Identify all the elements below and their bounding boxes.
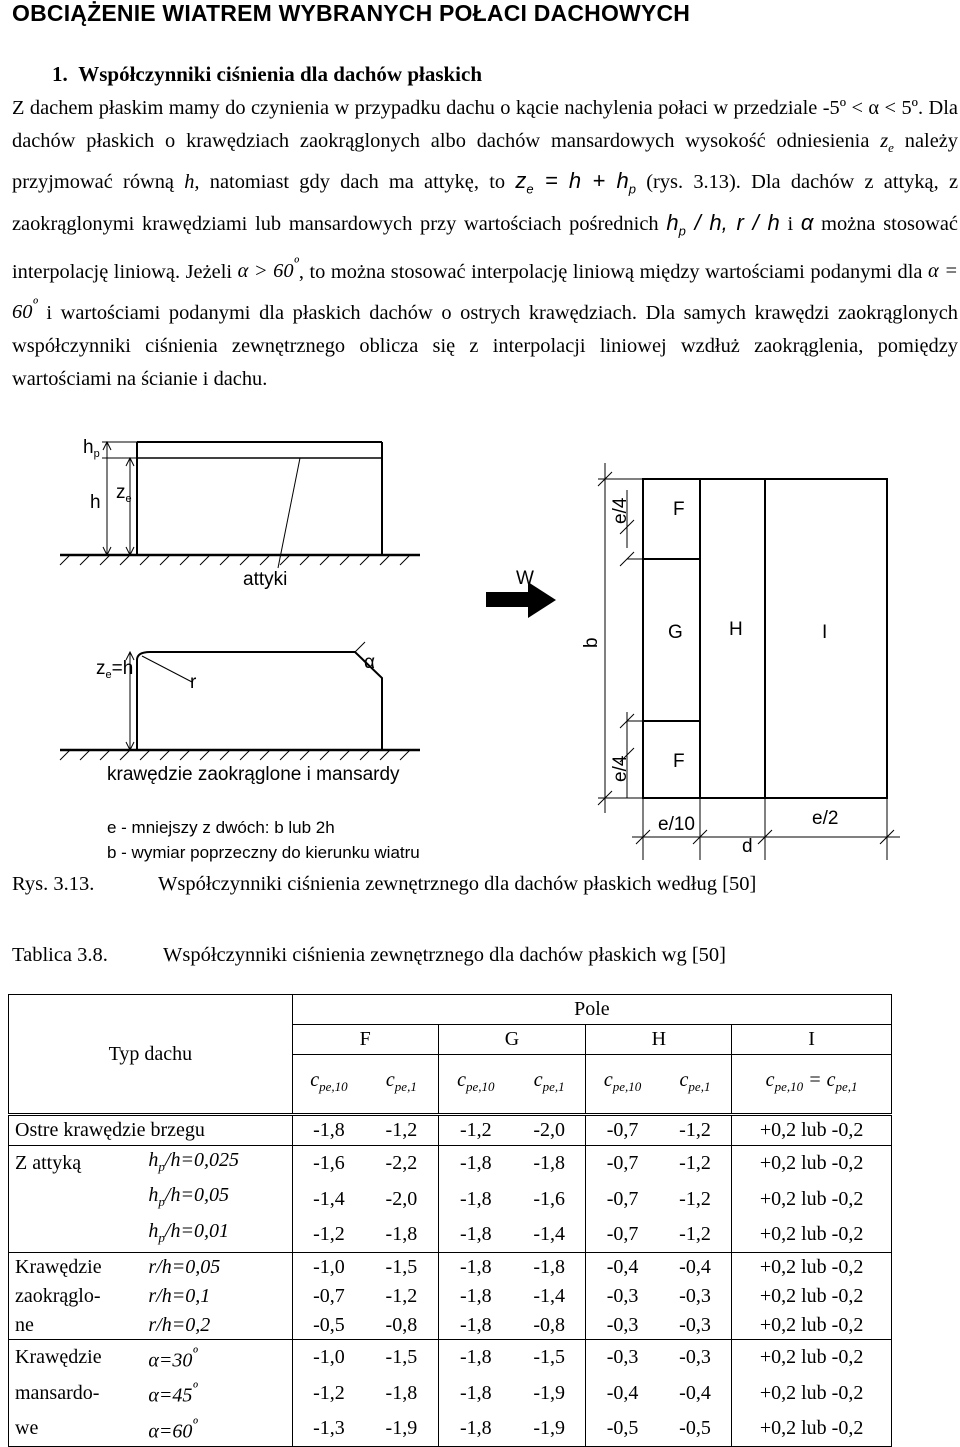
label-e2: e/2 bbox=[812, 808, 839, 829]
label-wind: W bbox=[516, 568, 534, 589]
cell-value: -1,9 bbox=[365, 1411, 438, 1447]
row-group-label bbox=[9, 1181, 145, 1217]
roof-plan bbox=[598, 463, 900, 860]
cell-value: -1,4 bbox=[292, 1181, 365, 1217]
row-group-label: ne bbox=[9, 1311, 145, 1340]
cell-value: -1,8 bbox=[438, 1375, 513, 1410]
cell-value: -1,8 bbox=[292, 1115, 365, 1146]
cell-value: -0,7 bbox=[586, 1145, 659, 1181]
paragraph-text: i bbox=[779, 213, 801, 236]
row-parameter-label: r/h=0,05 bbox=[148, 1256, 221, 1279]
table-row bbox=[9, 1145, 892, 1181]
label-h: h bbox=[90, 492, 101, 513]
row-group-label: Krawędzie bbox=[9, 1253, 145, 1282]
section-heading bbox=[52, 62, 482, 87]
header-zone-I: I bbox=[732, 1025, 892, 1055]
cell-value: +0,2 lub -0,2 bbox=[732, 1282, 892, 1311]
row-parameter-label: $\alpha=60^º$ bbox=[144, 1411, 292, 1447]
paragraph-text: należy przyjmować równą bbox=[12, 130, 958, 194]
header-zone-H: H bbox=[586, 1025, 732, 1055]
row-group-label bbox=[9, 1217, 145, 1253]
cell-value: +0,2 lub -0,2 bbox=[732, 1411, 892, 1447]
cell-value: -0,7 bbox=[292, 1282, 365, 1311]
cell-value: -0,4 bbox=[586, 1253, 659, 1282]
cell-value: -1,8 bbox=[438, 1145, 513, 1181]
figure-caption-label: Rys. 3.13. bbox=[12, 873, 95, 895]
cell-value: -0,4 bbox=[586, 1375, 659, 1410]
label-ze-h: $z_e=h$ bbox=[96, 658, 134, 681]
paragraph-text: (rys. 3.13). Dla dachów z attyką, z zaokrąglonymi krawędziami lub mansardowych przy wartościach pośrednich bbox=[12, 171, 959, 236]
paragraph-text: Z dachem płaskim mamy do czynienia w przypadku dachu o kącie nachylenia połaci w przedziale -5º < α < 5º. Dla dachów płaskich o krawędziach zaokrąglonych albo dachów mansardowych wysokość odniesienia bbox=[12, 97, 958, 153]
label-e4-bottom: e/4 bbox=[610, 755, 631, 782]
row-type-label: Ostre krawędzie brzegu bbox=[9, 1115, 293, 1146]
symbol-ze: $z_e$ bbox=[880, 130, 894, 156]
cell-value: -1,3 bbox=[292, 1411, 365, 1447]
cell-value: -1,9 bbox=[533, 1381, 566, 1404]
row-group-label: we bbox=[9, 1411, 145, 1447]
figure-caption-text: Współczynniki ciśnienia zewnętrznego dla dachów płaskich według [50] bbox=[158, 873, 757, 895]
cell-value: -1,8 bbox=[533, 1152, 566, 1175]
cell-value: -1,8 bbox=[438, 1282, 513, 1311]
cell-value: -1,8 bbox=[438, 1340, 513, 1376]
cell-value: +0,2 lub -0,2 bbox=[732, 1375, 892, 1410]
cell-value: +0,2 lub -0,2 bbox=[732, 1181, 892, 1217]
note-e: e - mniejszy z dwóch: b lub 2h bbox=[107, 818, 335, 837]
section-number: 1. bbox=[52, 62, 68, 86]
cell-value: -2,0 bbox=[513, 1115, 586, 1146]
cell-value: -1,8 bbox=[438, 1217, 513, 1253]
cell-value: -1,0 bbox=[292, 1253, 365, 1282]
label-b: b bbox=[581, 637, 602, 648]
cell-value: -0,8 bbox=[365, 1311, 438, 1340]
label-e4-top: e/4 bbox=[610, 497, 631, 524]
symbol-h: h, bbox=[184, 171, 200, 194]
label-e10: e/10 bbox=[658, 814, 695, 835]
cell-value: -1,2 bbox=[659, 1115, 732, 1146]
header-zone-F: F bbox=[292, 1025, 438, 1055]
zone-F-bottom: F bbox=[673, 751, 685, 772]
zone-I: I bbox=[822, 622, 828, 643]
cell-value: -1,8 bbox=[438, 1253, 513, 1282]
cell-value: -1,2 bbox=[679, 1152, 711, 1175]
cell-value: -1,5 bbox=[533, 1346, 566, 1369]
cell-value: -1,2 bbox=[292, 1375, 365, 1410]
row-parameter-label: $h_p/h=0,05$ bbox=[148, 1184, 229, 1210]
label-r: r bbox=[190, 672, 197, 693]
header-typ-dachu: Typ dachu bbox=[9, 995, 293, 1115]
cell-value: -1,8 bbox=[438, 1411, 513, 1447]
cell-value: -0,5 bbox=[659, 1411, 732, 1447]
table-row bbox=[9, 1375, 892, 1410]
cell-value: -0,7 bbox=[586, 1181, 659, 1217]
cell-value: -0,5 bbox=[292, 1311, 365, 1340]
cell-value: -1,2 bbox=[659, 1217, 732, 1253]
note-b: b - wymiar poprzeczny do kierunku wiatru bbox=[107, 843, 420, 862]
symbol-alpha: α bbox=[800, 210, 814, 236]
cell-value: -1,9 bbox=[513, 1411, 586, 1447]
cell-value: -0,3 bbox=[586, 1340, 659, 1376]
row-parameter-label: r/h=0,1 bbox=[148, 1284, 211, 1307]
formula-ze: $z_e = h + h_p$ bbox=[515, 168, 637, 197]
cell-value: -1,8 bbox=[533, 1256, 566, 1279]
cell-value: -1,5 bbox=[385, 1256, 418, 1279]
cell-value: -0,3 bbox=[586, 1282, 659, 1311]
cell-value: -1,2 bbox=[292, 1217, 365, 1253]
table-caption-text: Współczynniki ciśnienia zewnętrznego dla dachów płaskich wg [50] bbox=[163, 944, 726, 966]
body-paragraph bbox=[12, 92, 958, 396]
row-parameter-label: r/h=0,2 bbox=[144, 1311, 292, 1340]
section-heading-text: Współczynniki ciśnienia dla dachów płaskich bbox=[78, 62, 483, 86]
zone-H: H bbox=[729, 619, 743, 640]
cell-value: -0,8 bbox=[513, 1311, 586, 1340]
formula-ratios: $h_p$ / h, r / h bbox=[666, 210, 780, 239]
cell-value: -1,8 bbox=[385, 1381, 418, 1404]
condition-alpha-eq: $\alpha = 60^º$ bbox=[12, 260, 958, 324]
label-attyki: attyki bbox=[243, 569, 288, 590]
header-cpe-equal: $c_{pe,10} = c_{pe,1}$ bbox=[732, 1055, 892, 1115]
cell-value: +0,2 lub -0,2 bbox=[732, 1253, 892, 1282]
cell-value: -1,0 bbox=[292, 1340, 365, 1376]
table-row bbox=[9, 1311, 892, 1340]
table-row bbox=[9, 1217, 892, 1253]
table-row bbox=[9, 1282, 892, 1311]
cell-value: +0,2 lub -0,2 bbox=[732, 1340, 892, 1376]
zone-G: G bbox=[668, 622, 683, 643]
cell-value: +0,2 lub -0,2 bbox=[732, 1217, 892, 1253]
header-cpe1: $c_{pe,1}$ bbox=[659, 1055, 732, 1115]
cell-value: -1,2 bbox=[679, 1187, 711, 1210]
cell-value: -0,3 bbox=[586, 1311, 659, 1340]
cell-value: -1,2 bbox=[438, 1115, 513, 1146]
row-parameter-label: $\alpha=30^º$ bbox=[148, 1344, 198, 1372]
cell-value: -2,2 bbox=[385, 1152, 418, 1175]
figure-roof-zones bbox=[0, 420, 960, 865]
row-group-label: mansardo- bbox=[9, 1375, 145, 1410]
coefficients-table bbox=[8, 994, 892, 1447]
cell-value: -0,7 bbox=[586, 1115, 659, 1146]
cell-value: -0,7 bbox=[586, 1217, 659, 1253]
cell-value: +0,2 lub -0,2 bbox=[732, 1115, 892, 1146]
row-group-label: Krawędzie bbox=[9, 1340, 145, 1376]
label-alpha: α bbox=[364, 652, 375, 673]
table-row bbox=[9, 1253, 892, 1282]
row-group-label: Z attyką bbox=[9, 1145, 145, 1181]
label-d: d bbox=[742, 836, 753, 857]
cell-value: -1,6 bbox=[533, 1187, 566, 1210]
cell-value: -0,4 bbox=[679, 1381, 711, 1404]
header-cpe10: $c_{pe,10}$ bbox=[586, 1055, 659, 1115]
cell-value: -0,3 bbox=[659, 1311, 732, 1340]
row-group-label: zaokrąglo- bbox=[9, 1282, 145, 1311]
label-ze: $z_e$ bbox=[116, 482, 132, 505]
cell-value: -1,6 bbox=[292, 1145, 365, 1181]
cell-value: -1,8 bbox=[438, 1311, 513, 1340]
label-hp: $h_p$ bbox=[83, 437, 100, 460]
page-title: OBCIĄŻENIE WIATREM WYBRANYCH POŁACI DACHOWYCH bbox=[12, 0, 691, 26]
header-cpe10: $c_{pe,10}$ bbox=[438, 1055, 513, 1115]
cell-value: -0,3 bbox=[679, 1284, 711, 1307]
cell-value: -1,4 bbox=[533, 1284, 566, 1307]
cell-value: +0,2 lub -0,2 bbox=[732, 1311, 892, 1340]
header-cpe1: $c_{pe,1}$ bbox=[365, 1055, 438, 1115]
paragraph-text: można stosować interpolację liniową. Jeżeli bbox=[12, 213, 958, 283]
table-row bbox=[9, 1340, 892, 1376]
row-parameter-label: $\alpha=45^º$ bbox=[148, 1379, 198, 1408]
zone-F-top: F bbox=[673, 499, 685, 520]
table-row bbox=[9, 1115, 892, 1146]
cell-value: -1,8 bbox=[438, 1181, 513, 1217]
table-body bbox=[9, 1115, 892, 1447]
table-row bbox=[9, 1181, 892, 1217]
cell-value: -0,5 bbox=[586, 1411, 659, 1447]
header-zone-G: G bbox=[438, 1025, 586, 1055]
table-caption-label: Tablica 3.8. bbox=[12, 944, 108, 966]
cell-value: -1,2 bbox=[385, 1284, 418, 1307]
condition-alpha: $\alpha > 60^º$ bbox=[237, 254, 299, 283]
table-row bbox=[9, 1411, 892, 1447]
cell-value: -0,3 bbox=[679, 1346, 711, 1369]
cell-value: -1,2 bbox=[365, 1115, 438, 1146]
cell-value: -1,8 bbox=[365, 1217, 438, 1253]
label-rounded-mansard: krawędzie zaokrąglone i mansardy bbox=[107, 764, 400, 785]
header-pole: Pole bbox=[292, 995, 891, 1025]
parapet-building-diagram bbox=[60, 442, 420, 568]
cell-value: -0,4 bbox=[679, 1256, 711, 1279]
paragraph-text: , to można stosować interpolację liniową między wartościami podanymi dla bbox=[298, 260, 928, 283]
header-cpe1: $c_{pe,1}$ bbox=[513, 1055, 586, 1115]
cell-value: -1,4 bbox=[513, 1217, 586, 1253]
paragraph-text: natomiast gdy dach ma attykę, to bbox=[199, 171, 516, 194]
row-parameter-label: $h_p/h=0,025$ bbox=[148, 1148, 239, 1174]
cell-value: -1,5 bbox=[385, 1346, 418, 1369]
row-parameter-label: $h_p/h=0,01$ bbox=[144, 1217, 292, 1253]
cell-value: +0,2 lub -0,2 bbox=[732, 1145, 892, 1181]
cell-value: -2,0 bbox=[385, 1187, 418, 1210]
paragraph-text: i wartościami podanymi dla płaskich dachów o ostrych krawędziach. Dla samych krawędzi zaokrąglonych współczynniki ciśnienia zewnętrznego oblicza się z interpolacji liniowej wzdłuż zaokrąglenia, pomiędzy wartościami na ścianie i dachu. bbox=[12, 301, 958, 390]
header-cpe10: $c_{pe,10}$ bbox=[292, 1055, 365, 1115]
